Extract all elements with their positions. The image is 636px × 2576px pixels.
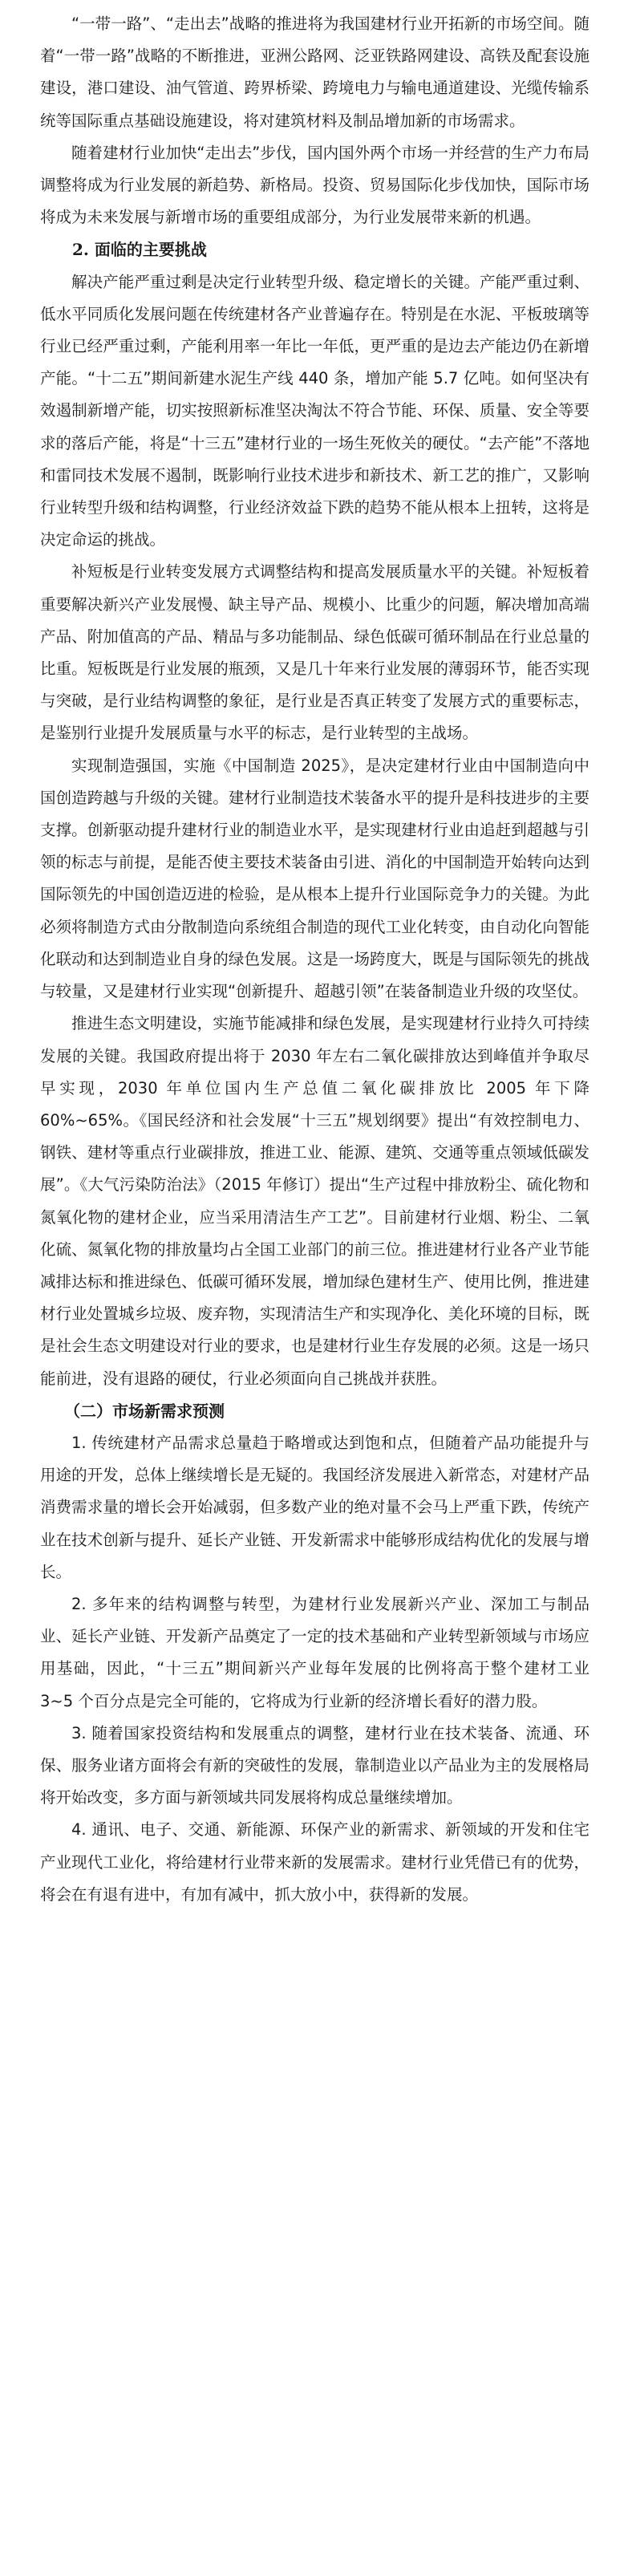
paragraph-ecological-civilization: 推进生态文明建设，实施节能减排和绿色发展，是实现建材行业持久可持续发展的关键。我国政府提出将于 2030 年左右二氧化碳排放达到峰值并争取尽早实现，2030 年单位国内生产总值二氧化碳排放比 2005 年下降 60%~65%。《国民经济和社会发展“十三五”规划纲要》提出“有效控制电力、钢铁、建材等重点行业碳排放，推进工业、能源、建筑、交通等重点领域低碳发展”。《大气污染防治法》（2015 年修订）提出“生产过程中排放粉尘、硫化物和氮氧化物的建材企业，应当采用清洁生产工艺”。目前建材行业烟、粉尘、二氧化硫、氮氧化物的排放量均占全国工业部门的前三位。推进建材行业各产业节能减排达标和推进绿色、低碳可循环发展，增加绿色建材生产、使用比例，推进建材行业处置城乡垃圾、废弃物，实现清洁生产和实现净化、美化环境的目标，既是社会生态文明建设对行业的要求，也是建材行业生存发展的必须。这是一场只能前进，没有退路的硬仗，行业必须面向自己挑战并获胜。 <box>40 1014 589 1388</box>
paragraph-belt-and-road: “一带一路”、“走出去”战略的推进将为我国建材行业开拓新的市场空间。随着“一带一路”战略的不断推进，亚洲公路网、泛亚铁路网建设、高铁及配套设施建设，港口建设、油气管道、跨界桥梁、跨境电力与输电通道建设、光缆传输系统等国际重点基础设施建设，将对建筑材料及制品增加新的市场需求。 <box>40 14 589 130</box>
paragraph-forecast-3: 3. 随着国家投资结构和发展重点的调整，建材行业在技术装备、流通、环保、服务业诸方面将会有新的突破性的发展，靠制造业以产品业为主的发展格局将开始改变，多方面与新领域共同发展将构成总量继续增加。 <box>40 1723 589 1807</box>
heading-main-challenges: 2. 面临的主要挑战 <box>72 240 207 260</box>
paragraph-going-global: 随着建材行业加快“走出去”步伐，国内国外两个市场一并经营的生产力布局调整将成为行业发展的新趋势、新格局。投资、贸易国际化步伐加快，国际市场将成为未来发展与新增市场的重要组成部分，为行业发展带来新的机遇。 <box>40 143 589 227</box>
paragraph-short-boards: 补短板是行业转变发展方式调整结构和提高发展质量水平的关键。补短板着重要解决新兴产业发展慢、缺主导产品、规模小、比重少的问题，解决增加高端产品、附加值高的产品、精品与多功能制品、绿色低碳可循环制品在行业总量的比重。短板既是行业发展的瓶颈，又是几十年来行业发展的薄弱环节，能否实现与突破，是行业结构调整的象征，是行业是否真正转变了发展方式的重要标志，是鉴别行业提升发展质量与水平的标志，是行业转型的主战场。 <box>40 562 589 743</box>
paragraph-made-in-china-2025: 实现制造强国，实施《中国制造 2025》，是决定建材行业由中国制造向中国创造跨越与升级的关键。建材行业制造技术装备水平的提升是科技进步的主要支撑。创新驱动提升建材行业的制造业水平，是实现建材行业由追赶到超越与引领的标志与前提，是能否使主要技术装备由引进、消化的中国制造开始转向达到国际领先的中国创造迈进的检验，是从根本上提升行业国际竞争力的关键。为此必须将制造方式由分散制造向系统组合制造的现代工业化转变，由自动化向智能化联动和达到制造业自身的绿色发展。这是一场跨度大，既是与国际领先的挑战与较量，又是建材行业实现“创新提升、超越引领”在装备制造业升级的攻坚仗。 <box>40 756 589 1001</box>
heading-market-demand-forecast: （二）市场新需求预测 <box>64 1401 225 1421</box>
paragraph-forecast-1: 1. 传统建材产品需求总量趋于略增或达到饱和点，但随着产品功能提升与用途的开发，总体上继续增长是无疑的。我国经济发展进入新常态，对建材产品消费需求量的增长会开始减弱，但多数产业的绝对量不会马上严重下跌，传统产业在技术创新与提升、延长产业链、开发新需求中能够形成结构优化的发展与增长。 <box>40 1433 589 1581</box>
paragraph-overcapacity: 解决产能严重过剩是决定行业转型升级、稳定增长的关键。产能严重过剩、低水平同质化发展问题在传统建材各产业普遍存在。特别是在水泥、平板玻璃等行业已经严重过剩，产能利用率一年比一年低，更严重的是边去产能边仍在新增产能。“十二五”期间新建水泥生产线 440 条，增加产能 5.7 亿吨。如何坚决有效遏制新增产能，切实按照新标准坚决淘汰不符合节能、环保、质量、安全等要求的落后产能，将是“十三五”建材行业的一场生死攸关的硬仗。“去产能”不落地和雷同技术发展不遏制，既影响行业技术进步和新技术、新工艺的推广，又影响行业转型升级和结构调整，行业经济效益下跌的趋势不能从根本上扭转，这将是决定命运的挑战。 <box>40 272 589 550</box>
paragraph-forecast-2: 2. 多年来的结构调整与转型，为建材行业发展新兴产业、深加工与制品业、延长产业链、开发新产品奠定了一定的技术基础和产业转型新领域与市场应用基础，因此，“十三五”期间新兴产业每年发展的比例将高于整个建材工业 3~5 个百分点是完全可能的，它将成为行业新的经济增长看好的潜力股。 <box>40 1594 589 1710</box>
paragraph-forecast-4: 4. 通讯、电子、交通、新能源、环保产业的新需求、新领域的开发和住宅产业现代工业化，将给建材行业带来新的发展需求。建材行业凭借已有的优势，将会在有退有进中，有加有减中，抓大放小中，获得新的发展。 <box>40 1820 589 1904</box>
